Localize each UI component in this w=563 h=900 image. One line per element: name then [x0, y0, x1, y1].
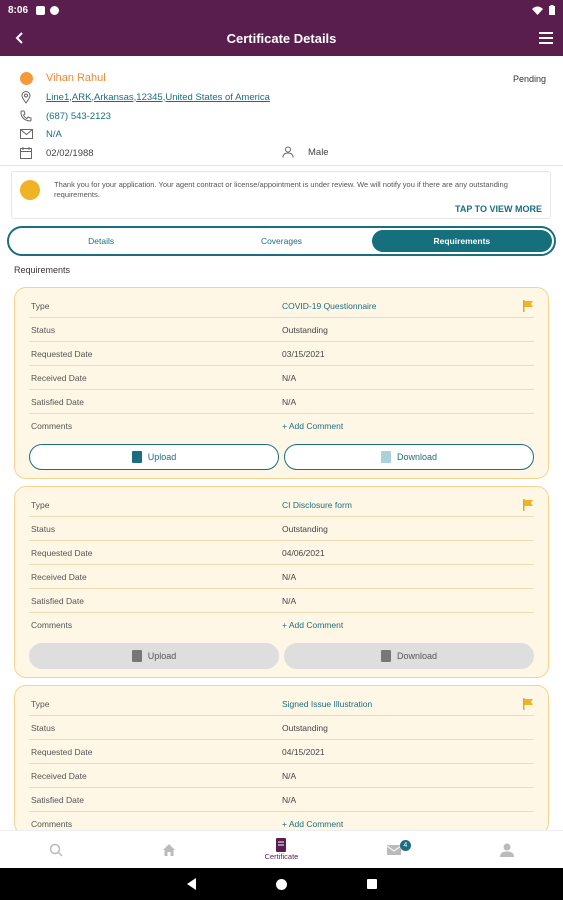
- system-navigation-bar: [0, 868, 563, 900]
- profile-section: [0, 64, 563, 164]
- bottom-navigation: [0, 830, 563, 868]
- divider: [0, 165, 563, 166]
- system-home-button[interactable]: [276, 879, 287, 890]
- status-bar: [0, 0, 563, 20]
- email-value: N/A: [46, 128, 62, 140]
- dob-value: 02/02/1988: [46, 147, 94, 159]
- inbox-badge: 4: [400, 840, 411, 851]
- add-comment-link[interactable]: + Add Comment: [282, 421, 344, 431]
- profile-email-row: [18, 127, 62, 141]
- requirement-status: Outstanding: [282, 524, 328, 534]
- requirement-type-row: Type CI Disclosure form: [29, 493, 534, 517]
- tab-bar: [7, 226, 556, 256]
- menu-button[interactable]: [539, 32, 553, 44]
- status-time: 8:06: [8, 4, 29, 16]
- requirement-type-row: Type Signed Issue Illustration: [29, 692, 534, 716]
- requirement-status: Outstanding: [282, 723, 328, 733]
- profile-gender: [282, 146, 329, 158]
- nav-certificate-label: Certificate: [264, 852, 299, 861]
- location-pin-icon: [21, 91, 31, 104]
- comments-row: Comments + Add Comment: [31, 421, 344, 431]
- address-link[interactable]: Line1,ARK,Arkansas,12345,United States of America: [46, 91, 270, 103]
- upload-icon: [132, 451, 142, 463]
- profile-name-row: [18, 71, 106, 85]
- menu-icon-line: [539, 37, 553, 39]
- nav-home[interactable]: [113, 831, 226, 868]
- status-badge: Pending: [512, 74, 546, 84]
- application-notice: [11, 171, 551, 219]
- profile-address-row: [18, 90, 270, 104]
- comments-row: Comments + Add Comment: [31, 620, 344, 630]
- battery-icon: [549, 5, 555, 15]
- requirement-status: Outstanding: [282, 325, 328, 335]
- satisfied-date-row: Satisfied Date N/A: [29, 390, 534, 414]
- requested-date-row: Requested Date 04/06/2021: [29, 541, 534, 565]
- requirement-status-row: Status Outstanding: [29, 517, 534, 541]
- download-button[interactable]: Download: [284, 643, 534, 669]
- phone-icon: [20, 110, 32, 122]
- download-icon: [381, 451, 391, 463]
- profile-icon: [500, 843, 514, 857]
- requested-date: 04/06/2021: [282, 548, 325, 558]
- satisfied-date: N/A: [282, 397, 297, 407]
- add-comment-link[interactable]: + Add Comment: [282, 620, 344, 630]
- requirement-type: COVID-19 Questionnaire: [282, 301, 377, 311]
- satisfied-date-row: Satisfied Date N/A: [29, 788, 534, 812]
- received-date: N/A: [282, 771, 297, 781]
- requirement-type: CI Disclosure form: [282, 500, 352, 510]
- requirement-type: Signed Issue Illustration: [282, 699, 373, 709]
- satisfied-date-row: Satisfied Date N/A: [29, 589, 534, 613]
- requirement-card: [14, 486, 549, 678]
- profile-phone-row: [18, 109, 111, 123]
- notification-icon: [36, 6, 45, 15]
- requirement-status-row: Status Outstanding: [29, 716, 534, 740]
- tab-details[interactable]: Details: [88, 236, 115, 246]
- received-date-row: Received Date N/A: [29, 764, 534, 788]
- nav-certificate[interactable]: [225, 831, 338, 868]
- profile-dob-row: [18, 146, 94, 160]
- nav-inbox[interactable]: [338, 831, 451, 868]
- nav-profile[interactable]: [450, 831, 563, 868]
- system-recents-button[interactable]: [367, 879, 377, 889]
- avatar: [20, 72, 33, 85]
- back-button[interactable]: [8, 26, 30, 50]
- section-title: Requirements: [14, 265, 71, 275]
- requirement-card: [14, 685, 549, 835]
- view-more-link[interactable]: TAP TO VIEW MORE: [454, 204, 542, 214]
- requirement-card: [14, 287, 549, 479]
- requested-date-row: Requested Date 03/15/2021: [29, 342, 534, 366]
- received-date: N/A: [282, 572, 297, 582]
- tab-requirements[interactable]: Requirements: [372, 230, 552, 252]
- requested-date: 04/15/2021: [282, 747, 325, 757]
- received-date-row: Received Date N/A: [29, 565, 534, 589]
- gender-value: Male: [308, 146, 329, 158]
- menu-icon-line: [539, 42, 553, 44]
- notification-icon: [50, 6, 59, 15]
- nav-search[interactable]: [0, 831, 113, 868]
- satisfied-date: N/A: [282, 596, 297, 606]
- received-date: N/A: [282, 373, 297, 383]
- mail-icon: [20, 129, 33, 139]
- person-icon: [282, 146, 294, 158]
- notice-message: Thank you for your application. Your agent contract or license/appointment is under review. We will notify you if there are any outstanding requirements.: [54, 180, 508, 199]
- warning-icon: [20, 180, 40, 200]
- inbox-icon: [387, 843, 401, 857]
- page-title: Certificate Details: [226, 30, 337, 46]
- download-icon: [381, 650, 391, 662]
- certificate-icon: [274, 838, 288, 852]
- wifi-icon: [532, 6, 543, 15]
- menu-icon-line: [539, 32, 553, 34]
- chevron-left-icon: [15, 32, 24, 44]
- upload-icon: [132, 650, 142, 662]
- download-button[interactable]: Download: [284, 444, 534, 470]
- search-icon: [49, 843, 63, 857]
- requirement-type-row: Type COVID-19 Questionnaire: [29, 294, 534, 318]
- requirement-status-row: Status Outstanding: [29, 318, 534, 342]
- comments-row: Comments + Add Comment: [31, 819, 344, 829]
- tab-coverages[interactable]: Coverages: [260, 236, 303, 246]
- upload-button[interactable]: Upload: [29, 643, 279, 669]
- home-icon: [162, 843, 176, 857]
- profile-name: Vihan Rahul: [46, 72, 106, 84]
- satisfied-date: N/A: [282, 795, 297, 805]
- system-back-button[interactable]: [187, 878, 196, 890]
- calendar-icon: [20, 147, 32, 159]
- received-date-row: Received Date N/A: [29, 366, 534, 390]
- add-comment-link[interactable]: + Add Comment: [282, 819, 344, 829]
- app-bar: [0, 20, 563, 56]
- phone-link[interactable]: (687) 543-2123: [46, 110, 111, 122]
- requested-date: 03/15/2021: [282, 349, 325, 359]
- upload-button[interactable]: Upload: [29, 444, 279, 470]
- requested-date-row: Requested Date 04/15/2021: [29, 740, 534, 764]
